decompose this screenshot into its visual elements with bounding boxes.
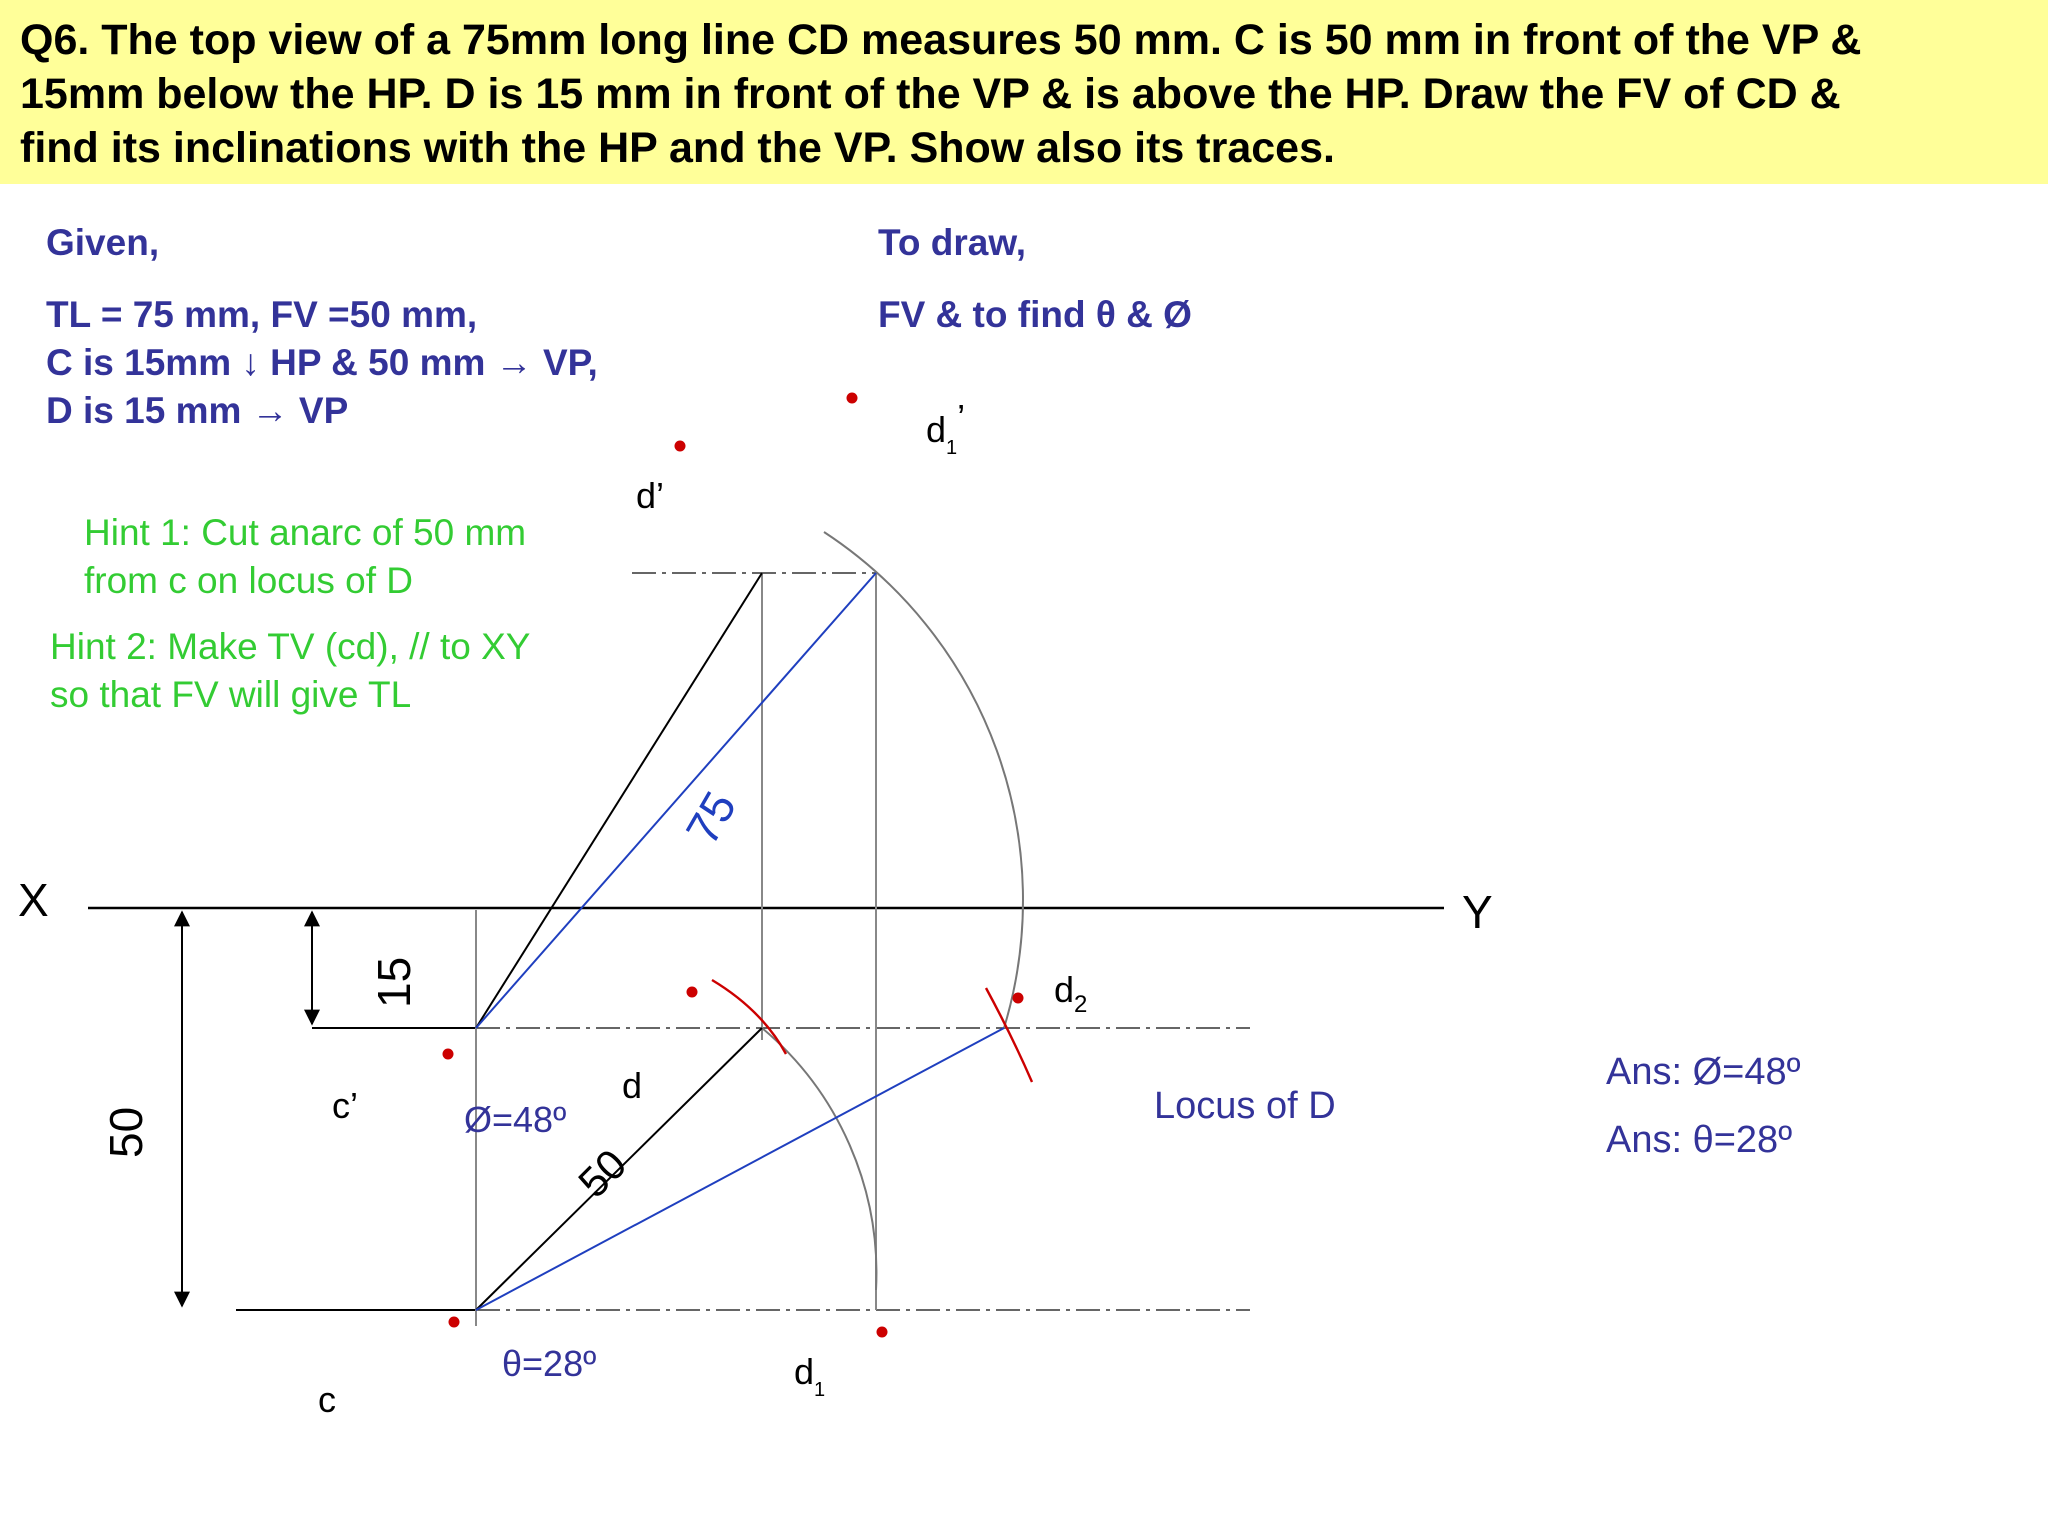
y-axis-label: Y [1462, 886, 1493, 938]
dimension-50-fv-label: 50 [569, 1140, 636, 1207]
point-marker-d-prime [675, 441, 686, 452]
red-arc-at-d [712, 980, 786, 1054]
given-line-3: D is 15 mm → VP [46, 390, 349, 431]
top-view-c-d2 [476, 1028, 1004, 1310]
question-line-3: find its inclinations with the HP and the VP. Show also its traces. [20, 124, 1335, 172]
theta-angle-label: θ=28º [502, 1343, 597, 1384]
arc-tl-75 [824, 532, 1023, 1028]
hint-1-line-1: Hint 1: Cut anarc of 50 mm [84, 512, 527, 553]
arc-fv-swing [762, 1028, 876, 1290]
hint-1-line-2: from c on locus of D [84, 560, 414, 601]
point-marker-c [449, 1317, 460, 1328]
point-marker-d [687, 987, 698, 998]
given-line-2: C is 15mm ↓ HP & 50 mm → VP, [46, 342, 598, 383]
label-d1-prime: $d_1$’ [926, 397, 966, 459]
hint-2-line-1: Hint 2: Make TV (cd), // to XY [50, 626, 531, 667]
hint-2-line-2: so that FV will give TL [50, 674, 412, 715]
answer-phi: Ans: Ø=48º [1606, 1051, 1801, 1093]
phi-angle-label: Ø=48º [464, 1099, 567, 1140]
label-d: d [622, 1065, 643, 1106]
to-draw-line: FV & to find θ & Ø [878, 294, 1192, 335]
point-marker-d1 [877, 1327, 888, 1338]
dimension-50-label: 50 [100, 1106, 152, 1158]
question-line-1: Q6. The top view of a 75mm long line CD measures 50 mm. C is 50 mm in front of the VP & [20, 16, 1862, 64]
point-marker-d2 [1013, 993, 1024, 1004]
given-line-1: TL = 75 mm, FV =50 mm, [46, 294, 478, 335]
true-length-line [476, 573, 876, 1028]
label-c: c [318, 1379, 336, 1420]
to-draw-heading: To draw, [878, 222, 1026, 263]
dimension-15-label: 15 [368, 956, 420, 1008]
point-marker-d1-prime [847, 393, 858, 404]
label-d-prime: d’ [636, 475, 665, 516]
question-line-2: 15mm below the HP. D is 15 mm in front of the VP & is above the HP. Draw the FV of CD & [20, 70, 1841, 118]
label-d2: $d_2$ [1054, 969, 1088, 1018]
x-axis-label: X [18, 874, 49, 926]
given-heading: Given, [46, 222, 160, 263]
label-d1: $d_1$ [794, 1351, 826, 1401]
dimension-75-label: 75 [675, 782, 747, 853]
point-marker-c-prime [443, 1049, 454, 1060]
answer-theta: Ans: θ=28º [1606, 1119, 1793, 1161]
locus-of-d-label: Locus of D [1154, 1085, 1336, 1127]
label-c-prime: c’ [332, 1085, 358, 1126]
